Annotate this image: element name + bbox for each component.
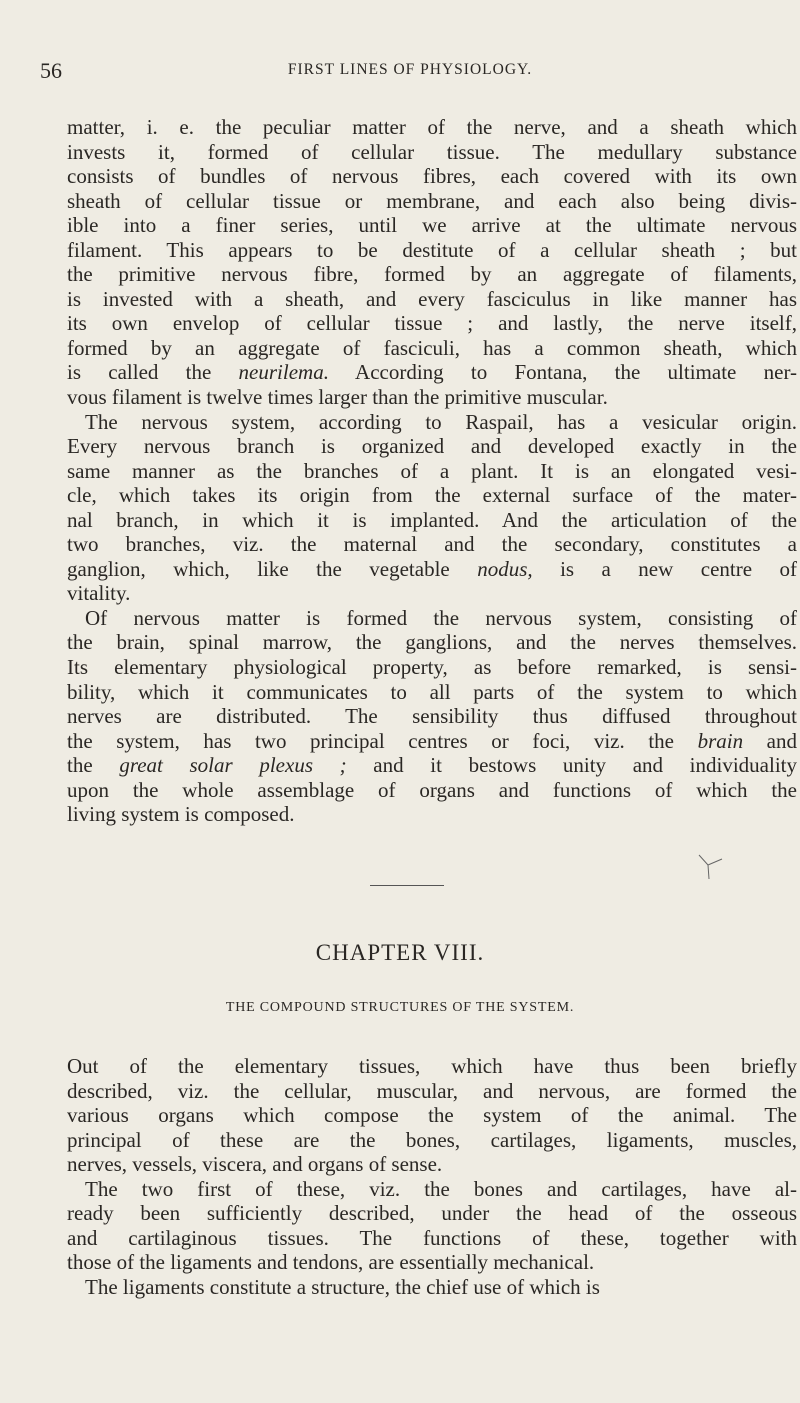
text-span: nerves are distributed. The sensibility thus diffused throughout — [67, 704, 797, 729]
text-span: Its elementary physiological property, as before remarked, is sensi- — [67, 655, 797, 680]
text-line — [67, 336, 797, 361]
text-span: ganglion, which, like the vegetable — [67, 556, 478, 581]
text-span: The ligaments constitute a structure, the chief use of which is — [85, 1274, 600, 1299]
text-span: its own envelop of cellular tissue ; and lastly, the nerve itself, — [67, 311, 797, 336]
text-line — [67, 140, 797, 165]
text-line — [67, 459, 797, 484]
text-line — [67, 1079, 797, 1104]
page-number: 56 — [40, 58, 62, 83]
text-span: Out of the elementary tissues, which have thus been briefly — [67, 1054, 797, 1078]
body-text-bottom — [67, 1054, 797, 1299]
text-line — [67, 189, 797, 214]
text-line — [67, 483, 797, 508]
text-span: two branches, viz. the maternal and the secondary, constitutes a — [67, 532, 797, 557]
text-span: bility, which it communicates to all parts of the system to which — [67, 679, 797, 704]
text-span: The nervous system, according to Raspail, has a vesicular origin. — [85, 409, 797, 434]
text-line — [67, 581, 797, 606]
text-line — [67, 115, 797, 140]
text-line — [67, 1103, 797, 1128]
text-line — [67, 434, 797, 459]
text-span: the system, has two principal centres or foci, viz. the — [67, 728, 698, 753]
text-span: nerves, vessels, viscera, and organs of sense. — [67, 1152, 443, 1177]
text-line — [67, 704, 797, 729]
text-line — [67, 1152, 797, 1177]
text-span: vitality. — [67, 581, 131, 606]
text-span: is invested with a sheath, and every fasciculus in like manner has — [67, 286, 797, 311]
text-span: formed by an aggregate of fasciculi, has a common sheath, which — [67, 335, 797, 360]
text-line — [67, 778, 797, 803]
italic-text: great solar plexus ; — [119, 753, 347, 778]
text-line — [67, 802, 797, 827]
text-span: and cartilaginous tissues. The functions of these, together with — [67, 1225, 797, 1250]
text-line — [67, 385, 797, 410]
text-span: the — [67, 753, 120, 778]
italic-text: neurilema. — [238, 360, 329, 385]
text-span: and — [743, 728, 797, 753]
text-line — [67, 1250, 797, 1275]
text-line — [67, 729, 797, 754]
text-line — [67, 213, 797, 238]
text-span: consists of bundles of nervous fibres, each covered with its own — [67, 164, 797, 189]
text-line — [67, 360, 797, 385]
text-line — [67, 262, 797, 287]
text-span: invests it, formed of cellular tissue. The medullary substance — [67, 139, 797, 164]
text-span: principal of these are the bones, cartilages, ligaments, muscles, — [67, 1127, 797, 1152]
text-line — [67, 557, 797, 582]
text-span: ible into a finer series, until we arrive at the ultimate nervous — [67, 213, 797, 238]
text-line — [67, 164, 797, 189]
text-span: the primitive nervous fibre, formed by an aggregate of filaments, — [67, 262, 797, 287]
text-span: those of the ligaments and tendons, are essentially mechanical. — [67, 1250, 595, 1275]
text-span: nal branch, in which it is implanted. And the articulation of the — [67, 507, 797, 532]
section-divider — [370, 885, 444, 886]
text-line — [67, 238, 797, 263]
text-span: matter, i. e. the peculiar matter of the nerve, and a sheath which — [67, 115, 797, 139]
text-line — [67, 753, 797, 778]
italic-text: nodus, — [477, 556, 533, 581]
pencil-mark-icon — [696, 851, 726, 881]
page-header — [40, 58, 780, 84]
text-line — [67, 680, 797, 705]
chapter-subtitle: THE COMPOUND STRUCTURES OF THE SYSTEM. — [225, 1000, 575, 1015]
text-line — [67, 1177, 797, 1202]
text-line — [67, 410, 797, 435]
text-span: sheath of cellular tissue or membrane, and each also being divis- — [67, 188, 797, 213]
text-line — [67, 1201, 797, 1226]
text-span: Of nervous matter is formed the nervous system, consisting of — [85, 605, 797, 630]
text-line — [67, 1275, 797, 1300]
body-text-top — [67, 115, 797, 827]
text-line — [67, 287, 797, 312]
text-line — [67, 1054, 797, 1079]
text-span: filament. This appears to be destitute of a cellular sheath ; but — [67, 237, 797, 262]
text-span: According to Fontana, the ultimate ner- — [328, 360, 798, 385]
text-line — [67, 655, 797, 680]
text-line — [67, 508, 797, 533]
text-line — [67, 606, 797, 631]
text-line — [67, 311, 797, 336]
text-span: The two first of these, viz. the bones and cartilages, have al- — [85, 1176, 797, 1201]
text-line — [67, 1226, 797, 1251]
text-line — [67, 630, 797, 655]
italic-text: brain — [697, 728, 744, 753]
chapter-title: CHAPTER VIII. — [315, 940, 485, 965]
text-span: the brain, spinal marrow, the ganglions, and the nerves themselves. — [67, 630, 797, 655]
text-span: living system is composed. — [67, 802, 295, 827]
text-span: various organs which compose the system of the animal. The — [67, 1103, 797, 1128]
text-span: described, viz. the cellular, muscular, and nervous, are formed the — [67, 1078, 797, 1103]
text-span: Every nervous branch is organized and developed exactly in the — [67, 434, 797, 459]
text-line — [67, 532, 797, 557]
text-span: is called the — [67, 360, 239, 385]
text-span: upon the whole assemblage of organs and functions of which the — [67, 777, 797, 802]
text-span: same manner as the branches of a plant. It is an elongated vesi- — [67, 458, 797, 483]
text-span: cle, which takes its origin from the external surface of the mater- — [67, 483, 797, 508]
text-span: and it bestows unity and individuality — [346, 753, 798, 778]
text-span: ready been sufficiently described, under the head of the osseous — [67, 1201, 797, 1226]
text-span: is a new centre of — [532, 556, 797, 581]
text-line — [67, 1128, 797, 1153]
running-title: FIRST LINES OF PHYSIOLOGY. — [287, 61, 533, 78]
text-span: vous filament is twelve times larger than the primitive muscular. — [67, 385, 608, 410]
